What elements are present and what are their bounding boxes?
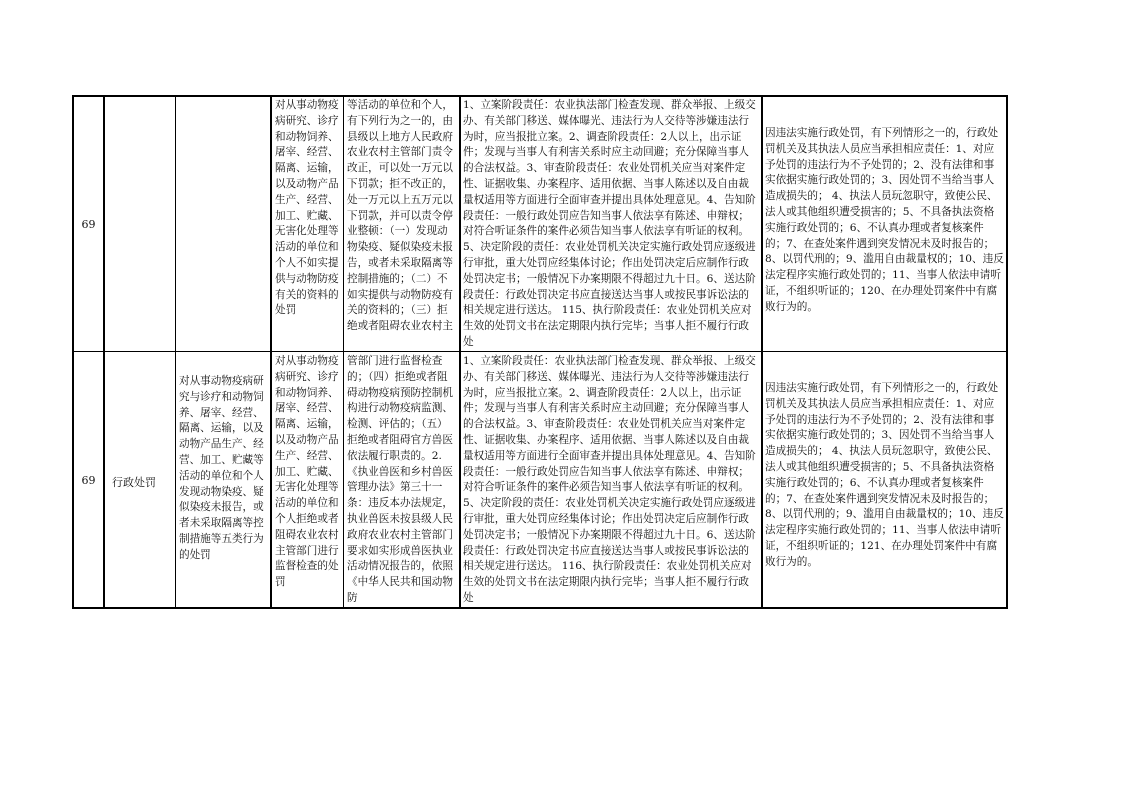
category-cell: 行政处罚: [112, 476, 156, 489]
table-top-border: [72, 95, 1008, 97]
col-border-right: [1006, 95, 1008, 608]
accountability-cell: 因违法实施行政处罚，有下列情形之一的，行政处罚机关及其执法人员应当承担相应责任：1、对应予处罚的违法行为不予处罚的；2、没有法律和事实依据实施行政处罚的；3、因处罚不当给当事人造成损失的； 4、执法人员玩忽职守，致使公民、法人或其他组织遭受损害的；5、不具备执法资格实施行政处罚的；6、不认真办理或者复核案件的；7、在查处案件遇到突发情况未及时报告的；8、以罚代刑的；9、滥用自由裁量权的；10、违反法定程序实施行政处罚的；11、当事人依法申请听证，不组织听证的；120、在办理处罚案件中有腐败行为的。: [765, 127, 1004, 313]
col-border-basis: [343, 95, 344, 608]
duty-cell: 1、立案阶段责任：农业执法部门检查发现、群众举报、上级交办、有关部门移送、媒体曝光、违法行为人交待等涉嫌违法行为时，应当报批立案。2、调查阶段责任：2人以上，出示证件；发现与当事人有利害关系时应主动回避；充分保障当事人的合法权益。3、审查阶段责任：农业处罚机关应当对案件定性、证据收集、办案程序、适用依据、当事人陈述以及自由裁量权适用等方面进行全面审查并提出具体处理意见。4、告知阶段责任：一般行政处罚应告知当事人依法享有陈述、申辩权；对符合听证条件的案件必须告知当事人依法享有听证的权利。5、决定阶段的责任：农业处罚机关决定实施行政处罚应逐级进行审批，重大处罚应经集体讨论；作出处罚决定后应制作行政处罚决定书；一般情况下办案期限不得超过九十日。6、送达阶段责任：行政处罚决定书应直接送达当事人或按民事诉讼法的相关规定进行送达。 115、执行阶段责任：农业处罚机关应对生效的处罚文书在法定期限内执行完毕；当事人拒不履行行政处: [463, 99, 756, 348]
col-border-item: [270, 95, 272, 608]
row-number: 69: [81, 474, 96, 487]
name-cell: 对从事动物疫病研究与诊疗和动物饲养、屠宰、经营、隔离、运输，以及动物产品生产、经营、加工、贮藏等活动的单位和个人发现动物染疫、疑似染疫未报告，或者未采取隔离等控制措施等五类行为的处罚: [179, 375, 264, 561]
item-cell: 对从事动物疫病研究、诊疗和动物饲养、屠宰、经营、隔离、运输，以及动物产品生产、经营、加工、贮藏、无害化处理等活动的单位和个人不如实提供与动物防疫有关的资料的处罚: [275, 99, 339, 317]
duty-cell: 1、立案阶段责任：农业执法部门检查发现、群众举报、上级交办、有关部门移送、媒体曝光、违法行为人交待等涉嫌违法行为时，应当报批立案。2、调查阶段责任：2人以上，出示证件；发现与当事人有利害关系时应主动回避；充分保障当事人的合法权益。3、审查阶段责任：农业处罚机关应当对案件定性、证据收集、办案程序、适用依据、当事人陈述以及自由裁量权适用等方面进行全面审查并提出具体处理意见。4、告知阶段责任：一般行政处罚应告知当事人依法享有陈述、申辩权；对符合听证条件的案件必须告知当事人依法享有听证的权利。5、决定阶段的责任：农业处罚机关决定实施行政处罚应逐级进行审批，重大处罚应经集体讨论；作出处罚决定后应制作行政处罚决定书；一般情况下办案期限不得超过九十日。6、送达阶段责任：行政处罚决定书应直接送达当事人或按民事诉讼法的相关规定进行送达。 116、执行阶段责任：农业处罚机关应对生效的处罚文书在法定期限内执行完毕；当事人拒不履行行政处: [463, 355, 756, 604]
row-number: 69: [81, 218, 96, 231]
col-border-left: [72, 95, 74, 608]
table-bottom-border: [72, 607, 1008, 609]
accountability-cell: 因违法实施行政处罚，有下列情形之一的，行政处罚机关及其执法人员应当承担相应责任：1、对应予处罚的违法行为不予处罚的；2、没有法律和事实依据实施行政处罚的；3、因处罚不当给当事人造成损失的； 4、执法人员玩忽职守，致使公民、法人或其他组织遭受损害的；5、不具备执法资格实施行政处罚的；6、不认真办理或者复核案件的；7、在查处案件遇到突发情况未及时报告的；8、以罚代刑的；9、滥用自由裁量权的；10、违反法定程序实施行政处罚的；11、当事人依法申请听证，不组织听证的；121、在办理处罚案件中有腐败行为的。: [765, 382, 1004, 568]
item-cell: 对从事动物疫病研究、诊疗和动物饲养、屠宰、经营、隔离、运输，以及动物产品生产、经营、加工、贮藏、无害化处理等活动的单位和个人拒绝或者阻碍农业农村主管部门进行监督检查的处罚: [275, 355, 339, 589]
col-border-no: [103, 95, 105, 608]
col-border-duty: [459, 95, 461, 608]
row-divider: [72, 351, 1008, 352]
basis-cell: 管部门进行监督检查的；（四）拒绝或者阻碍动物疫病预防控制机构进行动物疫病监测、检测、评估的；（五）拒绝或者阻碍官方兽医依法履行职责的。2.《执业兽医和乡村兽医管理办法》第三十一条：违反本办法规定，执业兽医未按县级人民政府农业农村主管部门要求如实形成兽医执业活动情况报告的，依照《中华人民共和国动物防: [347, 355, 453, 604]
basis-cell: 等活动的单位和个人，有下列行为之一的，由县级以上地方人民政府农业农村主管部门责令改正，可以处一万元以下罚款；拒不改正的，处一万元以上五万元以下罚款，并可以责令停业整顿：（一）发现动物染疫、疑似染疫未报告，或者未采取隔离等控制措施的；（二）不如实提供与动物防疫有关的资料的；（三）拒绝或者阻碍农业农村主: [347, 99, 453, 333]
col-border-name: [175, 95, 176, 608]
col-border-account: [761, 95, 763, 608]
